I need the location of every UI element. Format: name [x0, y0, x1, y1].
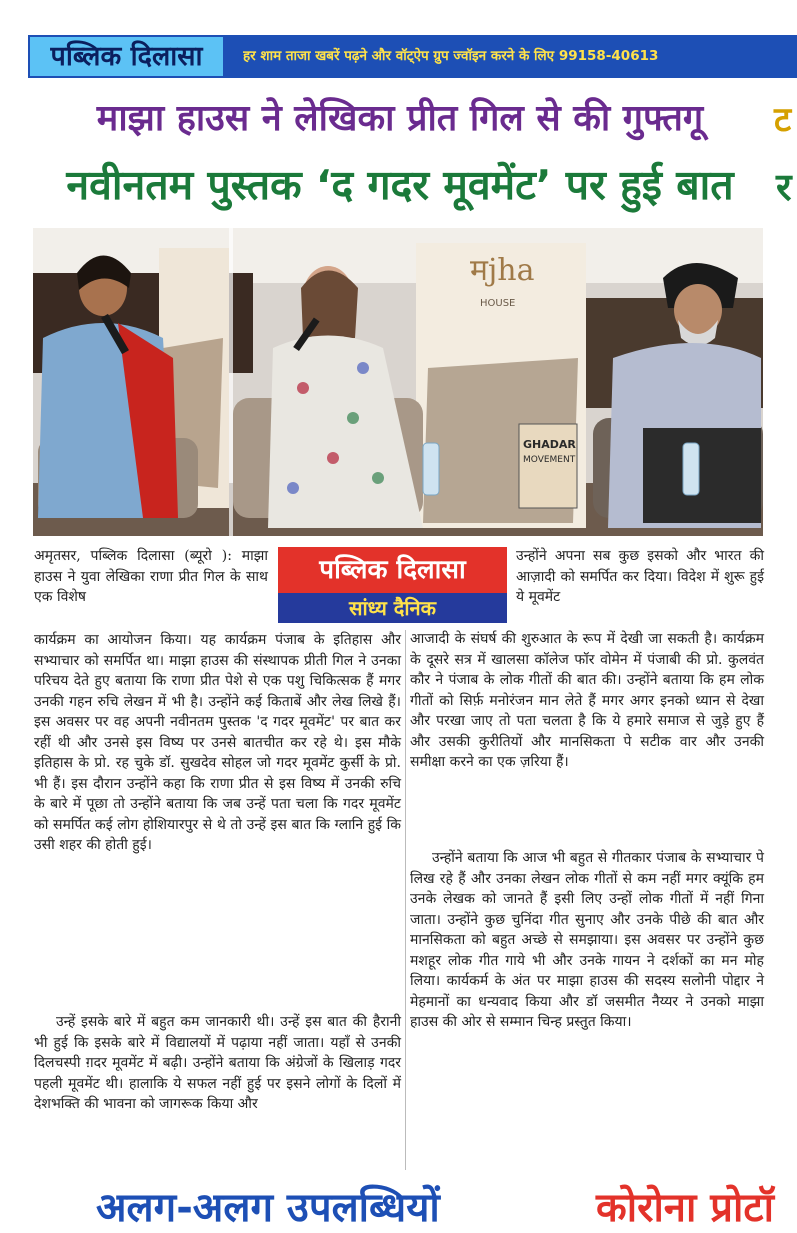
book-cover — [519, 424, 577, 508]
book-sub-text: MOVEMENT — [523, 455, 576, 465]
publication-edition: सांध्य दैनिक — [278, 593, 507, 623]
book-title-text: GHADAR — [523, 438, 576, 451]
article-col2-para2 — [410, 848, 764, 1033]
event-photo — [33, 228, 763, 536]
publication-logo: पब्लिक दिलासा — [278, 547, 507, 593]
header-tagline: हर शाम ताजा खबरें पढ़ने और वॉट्ऐप ग्रुप ज्वॉइन करने के लिए 99158-40613 — [243, 48, 659, 64]
article-col2-body: आजादी के संघर्ष की शुरुआत के रूप में देखी जा सकती है। कार्यक्रम के दूसरे सत्र में खालसा कॉलेज फॉर वोमेन में पंजाबी की प्रो. कुलवंत कौर ने पंजाब के लोक गीतों की बात की। उन्होंने बताया कि हम लोक गीतों को सिर्फ़ मनोरंजन मान लेते हैं मगर अगर इनको ध्यान से देखा और परखा जाए तो पता चलता है कि ये हमारे समाज से जुड़े हुए हैं और उसकी कुरीतियों और मानसिकता पे सटीक वार और उनकी समीक्षा करने का एक ज़रिया हैं। — [410, 631, 764, 770]
adjacent-article-fragment-1: ट — [774, 100, 792, 140]
adjacent-article-fragment-2: र — [776, 165, 792, 209]
banner-sub-text: HOUSE — [480, 298, 516, 309]
next-headline-right: कोरोना प्रोटॉ — [596, 1185, 774, 1231]
article-col1-para2 — [34, 1012, 401, 1115]
adjacent-column-strip — [766, 228, 797, 1200]
article-col1-body: कार्यक्रम का आयोजन किया। यह कार्यक्रम पंजाब के इतिहास और सभ्याचार को समर्पित था। माझा हाउस की संस्थापक प्रीती गिल ने उनका परिचय देते हुए बताया कि राणा प्रीत पेशे से एक पशु चिकित्सक हैं मगर उनकी गहन रुचि लेखन में भी है। उन्होंने कई किताबें और लेख लिखे हैं। इस अवसर पर वह अपनी नवीनतम पुस्तक 'द गदर मूवमेंट' पर बात कर रहीं थी और उनसे इस विष्य पर उनसे बातचीत कर रहे थे। इस मौके इतिहास के प्रो. रह चुके डॉ. सुखदेव सोहल जो गदर मूवमेंट कुर्सी के प्रो. भी हैं। इस दौरान उन्होंने कहा कि राणा प्रीत से इस विष्य में उनकी रुचि के बारे में पूछा तो उन्होंने बताया कि जब उन्हें पता चला कि गदर मूवमेंट को समर्पित कई लोग होशियारपुर से थे तो उन्हें इस बात कि ग्लानि हुई कि उसी शहर की होती हुई। — [34, 632, 401, 853]
water-bottle — [683, 443, 699, 495]
next-headline-left: अलग-अलग उपलब्धियों — [96, 1185, 440, 1231]
column-divider — [405, 630, 406, 1170]
article-opening: अमृतसर, पब्लिक दिलासा (ब्यूरो ): माझा हाउस ने युवा लेखिका राणा प्रीत गिल के साथ एक विशेष — [34, 548, 268, 605]
headline-primary: माझा हाउस ने लेखिका प्रीत गिल से की गुफ्तगू — [96, 98, 704, 139]
banner-brand-text: मjha — [470, 253, 535, 288]
water-bottle — [423, 443, 439, 495]
article-col2-opening: उन्होंने अपना सब कुछ इसको और भारत की आज़ादी को समर्पित कर दिया। विदेश में शुरू हुई ये मूवमेंट — [516, 548, 764, 605]
paragraph-text: उन्होंने बताया कि आज भी बहुत से गीतकार पंजाब के सभ्याचार पे लिख रहे हैं और उनका लेखन लोक गीतों से कम नहीं मगर क्यूंकि हम उनके लेखक को जानते हैं इसी लिए उन्हों लोक गीतों में नहीं गिना जाता। उन्होंने कुछ चुनिंदा गीत सुनाए और उनके पीछे की बात और मानसिकता को बहुत अच्छे से समझाया। इस अवसर पर उन्होंने कुछ मशहूर लोक गीत गाये भी और उनके गायन ने दर्शकों का मन मोह लिया। कार्यकर्म के अंत पर माझा हाउस की सदस्य सलोनी पोद्दार ने मेहमानों का धन्यवाद किया और डॉ जसमीत नैय्यर ने उनको माझा हाउस की ओर से सम्मान चिन्ह प्रस्तुत किया। — [410, 850, 764, 1030]
headline-secondary: नवीनतम पुस्तक ‘द गदर मूवमेंट’ पर हुई बात — [66, 161, 734, 209]
masthead-brand: पब्लिक दिलासा — [30, 37, 223, 76]
paragraph-text: उन्हें इसके बारे में बहुत कम जानकारी थी। उन्हें इस बात की हैरानी भी हुई कि इसके बारे में विद्यालयों में पढ़ाया नहीं जाता। यहाँ से उनकी दिलचस्पी ग़दर मूवमेंट में बढ़ी। उन्होंने बताया कि अंग्रेजों के खिलाड़ गदर पहली मूवमेंट थी। हालाकि ये सफल नहीं हुई पर इसने लोगों के दिलों में देशभक्ति की भावना को जागरूक किया और — [34, 1014, 401, 1112]
